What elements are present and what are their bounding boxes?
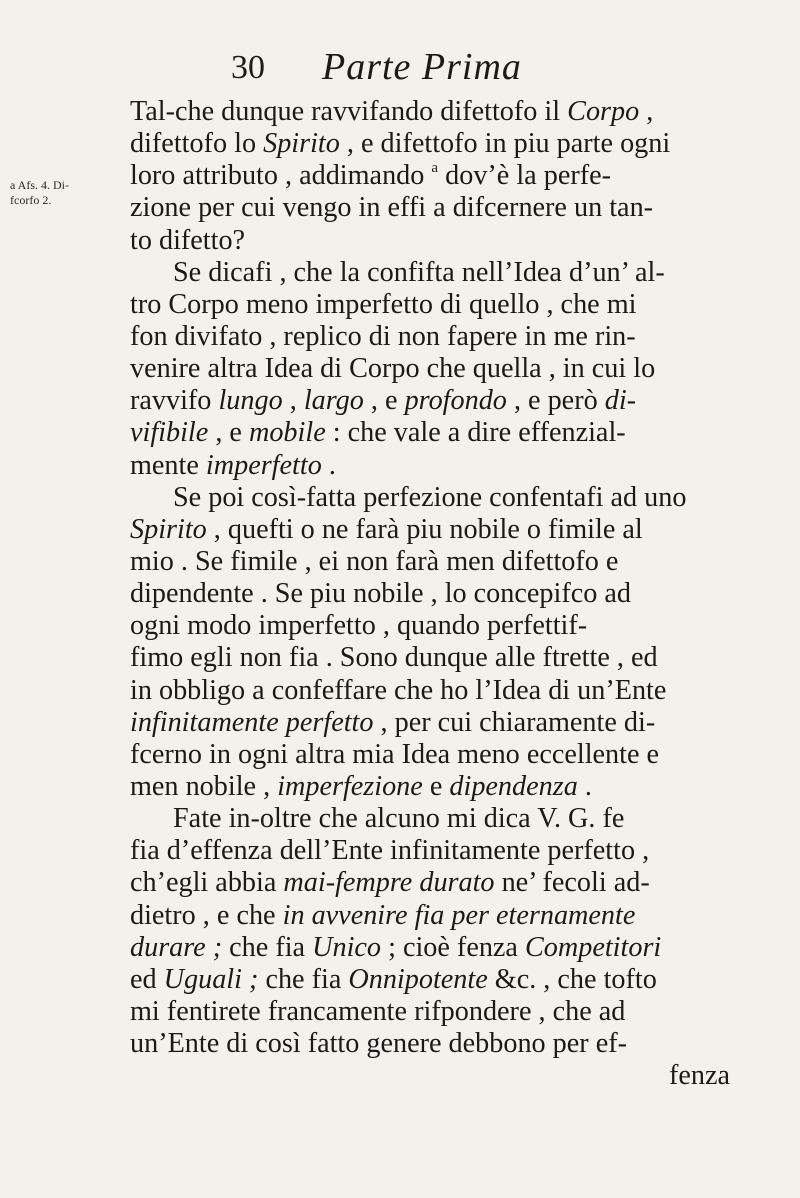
text-segment: . xyxy=(577,770,592,802)
footnote-marker: a xyxy=(431,160,439,177)
italic-phrase: dipendenza xyxy=(449,770,578,802)
text-segment: , e difettofo in piu parte ogni xyxy=(339,128,671,160)
italic-phrase: Unico xyxy=(312,931,382,963)
text-segment: fon divifato , replico di non fapere in me rin- xyxy=(130,320,636,352)
text-line xyxy=(130,225,740,257)
text-line xyxy=(130,932,740,964)
text-segment: mi fentirete francamente rifpondere , che ad xyxy=(130,995,626,1027)
text-line xyxy=(130,321,740,353)
text-segment: fcerno in ogni altra mia Idea meno eccellente e xyxy=(130,738,660,770)
text-segment: fia d’effenza dell’Ente infinitamente perfetto , xyxy=(130,835,650,867)
text-line xyxy=(130,739,740,771)
body-text xyxy=(130,96,740,1092)
text-segment: fenza xyxy=(668,1060,730,1092)
text-line xyxy=(130,192,740,224)
text-segment: &c. , che tofto xyxy=(487,963,657,995)
text-segment: , per cui chiaramente di- xyxy=(373,706,656,738)
text-line xyxy=(130,835,740,867)
text-line xyxy=(130,707,740,739)
italic-phrase: Spirito xyxy=(263,128,340,160)
text-segment: dov’è la perfe- xyxy=(438,160,612,192)
text-segment: ; cioè fenza xyxy=(381,931,525,963)
italic-phrase: infinitamente perfetto xyxy=(130,706,374,738)
text-line xyxy=(130,900,740,932)
text-line xyxy=(130,964,740,996)
text-segment: fimo egli non fia . Sono dunque alle ftrette , ed xyxy=(130,642,658,674)
italic-phrase: in avvenire fia per eternamente xyxy=(282,899,636,931)
text-line xyxy=(130,514,740,546)
text-line xyxy=(130,482,740,514)
text-line xyxy=(130,96,740,128)
text-segment: loro attributo , addimando xyxy=(130,160,432,192)
italic-phrase: Onnipotente xyxy=(348,963,488,995)
text-segment: difettofo lo xyxy=(130,128,264,160)
text-segment: in obbligo a confeffare che ho l’Idea di un’Ente xyxy=(130,674,667,706)
text-line xyxy=(130,128,740,160)
text-segment: dietro , e che xyxy=(130,899,283,931)
margin-note-line-1: a Afs. 4. Di- xyxy=(10,178,69,192)
margin-note-line-2: fcorfo 2. xyxy=(10,193,52,207)
text-segment: dipendente . Se piu nobile , lo concepifco ad xyxy=(130,578,631,610)
text-line xyxy=(130,610,740,642)
italic-phrase: lungo xyxy=(218,385,283,417)
text-segment: , xyxy=(639,96,654,127)
text-segment: . xyxy=(321,449,336,481)
text-segment: tro Corpo meno imperfetto di quello , che mi xyxy=(130,288,637,320)
italic-phrase: profondo xyxy=(404,385,507,417)
text-line xyxy=(130,353,740,385)
text-line xyxy=(130,450,740,482)
text-line xyxy=(130,417,740,449)
text-line xyxy=(130,1028,740,1060)
page-number: 30 xyxy=(231,49,265,86)
text-segment: Se dicafi , che la confifta nell’Idea d’un’ al- xyxy=(173,256,665,288)
text-line xyxy=(130,160,740,192)
text-segment: zione per cui vengo in effi a difcernere un tan- xyxy=(130,192,654,224)
text-segment: venire altra Idea di Corpo che quella , in cui lo xyxy=(130,353,656,385)
text-line xyxy=(130,642,740,674)
text-segment: ch’egli abbia xyxy=(130,867,284,899)
italic-phrase: imperfetto xyxy=(205,449,322,481)
text-segment: ne’ fecoli ad- xyxy=(494,867,650,899)
text-segment: , xyxy=(282,385,304,417)
text-segment: men nobile , xyxy=(130,770,278,802)
text-line xyxy=(130,1060,740,1092)
text-segment: , e xyxy=(208,417,249,449)
text-segment: ed xyxy=(130,963,164,995)
text-segment: , e però xyxy=(506,385,605,417)
italic-phrase: di- xyxy=(604,385,637,417)
running-head xyxy=(0,46,800,90)
text-line xyxy=(130,867,740,899)
text-line xyxy=(130,996,740,1028)
text-line xyxy=(130,257,740,289)
italic-phrase: vifibile xyxy=(130,417,209,449)
italic-phrase: Uguali ; xyxy=(163,963,259,995)
text-line xyxy=(130,675,740,707)
text-segment: e xyxy=(422,770,450,802)
text-line xyxy=(130,385,740,417)
italic-phrase: durare ; xyxy=(130,931,223,963)
text-line xyxy=(130,578,740,610)
text-segment: to difetto? xyxy=(130,224,246,256)
italic-phrase: imperfezione xyxy=(277,770,423,802)
italic-phrase: largo xyxy=(303,385,364,417)
italic-phrase: Corpo xyxy=(567,96,640,127)
text-line xyxy=(130,771,740,803)
text-segment: : che vale a dire effenzial- xyxy=(325,417,626,449)
text-segment: mio . Se fimile , ei non farà men difettofo e xyxy=(130,545,619,577)
italic-phrase: mobile xyxy=(248,417,326,449)
text-segment: , quefti o ne farà piu nobile o fimile al xyxy=(206,513,643,545)
text-segment: che fia xyxy=(222,931,313,963)
italic-phrase: mai-fempre durato xyxy=(283,867,495,899)
text-segment: un’Ente di così fatto genere debbono per ef- xyxy=(130,1028,627,1060)
running-title: Parte Prima xyxy=(322,46,522,88)
text-segment: che fia xyxy=(258,963,349,995)
italic-phrase: Competitori xyxy=(525,931,662,963)
text-line xyxy=(130,546,740,578)
text-segment: , e xyxy=(363,385,405,417)
text-line xyxy=(130,289,740,321)
margin-note xyxy=(10,178,74,208)
text-segment: Tal-che dunque ravvifando difettofo il xyxy=(130,96,568,127)
text-segment: Se poi così-fatta perfezione confentafi ad uno xyxy=(173,481,687,513)
text-segment: Fate in-oltre che alcuno mi dica V. G. fe xyxy=(173,803,625,835)
italic-phrase: Spirito xyxy=(130,513,207,545)
text-segment: mente xyxy=(130,449,206,481)
text-segment: ravvifo xyxy=(130,385,219,417)
text-line xyxy=(130,803,740,835)
text-segment: ogni modo imperfetto , quando perfettif- xyxy=(130,610,588,642)
